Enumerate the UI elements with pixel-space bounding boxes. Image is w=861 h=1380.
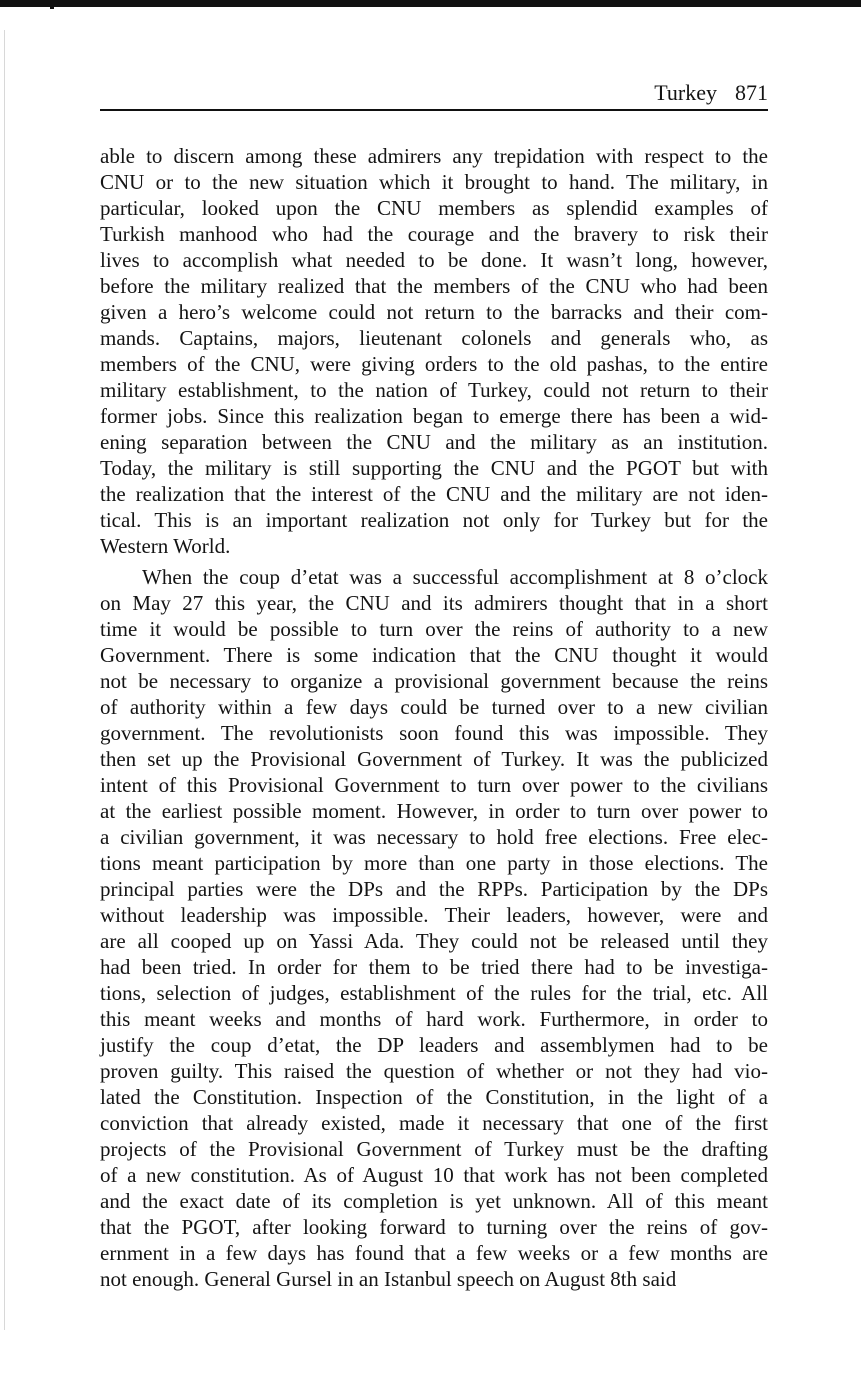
text-line: Western World. bbox=[100, 534, 231, 558]
text-line: and the exact date of its completion is yet unknown. All of this meant bbox=[100, 1189, 768, 1213]
text-line: ening separation between the CNU and the military as an institution. bbox=[100, 430, 768, 454]
text-line: members of the CNU, were giving orders to the old pashas, to the entire bbox=[100, 352, 768, 376]
running-head bbox=[100, 78, 768, 108]
text-line: that the PGOT, after looking forward to turning over the reins of gov- bbox=[100, 1215, 768, 1239]
text-line: military establishment, to the nation of Turkey, could not return to their bbox=[100, 378, 768, 402]
text-line: intent of this Provisional Government to turn over power to the civilians bbox=[100, 773, 768, 797]
text-line: are all cooped up on Yassi Ada. They could not be released until they bbox=[100, 929, 768, 953]
text-line: mands. Captains, majors, lieutenant colonels and generals who, as bbox=[100, 326, 768, 350]
text-line: time it would be possible to turn over the reins of authority to a new bbox=[100, 617, 768, 641]
text-line: not be necessary to organize a provisional government because the reins bbox=[100, 669, 768, 693]
text-line: able to discern among these admirers any trepidation with respect to the bbox=[100, 144, 768, 168]
text-line: projects of the Provisional Government of Turkey must be the drafting bbox=[100, 1137, 768, 1161]
text-line: justify the coup d’etat, the DP leaders and assemblymen had to be bbox=[100, 1033, 768, 1057]
text-line: lated the Constitution. Inspection of the Constitution, in the light of a bbox=[100, 1085, 768, 1109]
text-line: this meant weeks and months of hard work. Furthermore, in order to bbox=[100, 1007, 768, 1031]
text-line: particular, looked upon the CNU members as splendid examples of bbox=[100, 196, 768, 220]
text-line: Turkish manhood who had the courage and the bravery to risk their bbox=[100, 222, 768, 246]
text-line: tions, selection of judges, establishment of the rules for the trial, etc. All bbox=[100, 981, 768, 1005]
text-line: then set up the Provisional Government of Turkey. It was the publicized bbox=[100, 747, 768, 771]
text-line: the realization that the interest of the CNU and the military are not iden- bbox=[100, 482, 768, 506]
text-line: conviction that already existed, made it necessary that one of the first bbox=[100, 1111, 768, 1135]
text-line: of a new constitution. As of August 10 that work has not been completed bbox=[100, 1163, 768, 1187]
text-line: principal parties were the DPs and the RPPs. Participation by the DPs bbox=[100, 877, 768, 901]
body-text bbox=[100, 143, 768, 1292]
text-line: of authority within a few days could be turned over to a new civilian bbox=[100, 695, 768, 719]
text-line: Government. There is some indication that the CNU thought it would bbox=[100, 643, 768, 667]
running-head-title: Turkey bbox=[654, 80, 717, 105]
text-line: a civilian government, it was necessary to hold free elections. Free elec- bbox=[100, 825, 768, 849]
text-line: CNU or to the new situation which it brought to hand. The military, in bbox=[100, 170, 768, 194]
text-line: government. The revolutionists soon found this was impossible. They bbox=[100, 721, 768, 745]
text-line: tions meant participation by more than one party in those elections. The bbox=[100, 851, 768, 875]
text-line: former jobs. Since this realization began to emerge there has been a wid- bbox=[100, 404, 768, 428]
page-edge-line bbox=[4, 30, 5, 1330]
text-line: ernment in a few days has found that a few weeks or a few months are bbox=[100, 1241, 768, 1265]
header-rule bbox=[100, 109, 768, 111]
text-line: proven guilty. This raised the question of whether or not they had vio- bbox=[100, 1059, 768, 1083]
text-line: lives to accomplish what needed to be done. It wasn’t long, however, bbox=[100, 248, 768, 272]
paragraph bbox=[100, 143, 768, 559]
scan-border-mark bbox=[50, 0, 54, 9]
text-line: tical. This is an important realization not only for Turkey but for the bbox=[100, 508, 768, 532]
scan-border-top bbox=[0, 0, 861, 7]
text-line: without leadership was impossible. Their leaders, however, were and bbox=[100, 903, 768, 927]
text-line: not enough. General Gursel in an Istanbul speech on August 8th said bbox=[100, 1267, 677, 1291]
text-line: on May 27 this year, the CNU and its admirers thought that in a short bbox=[100, 591, 768, 615]
text-line: When the coup d’etat was a successful accomplishment at 8 o’clock bbox=[142, 565, 768, 589]
paragraph bbox=[100, 564, 768, 1292]
text-line: Today, the military is still supporting the CNU and the PGOT but with bbox=[100, 456, 768, 480]
text-line: before the military realized that the members of the CNU who had been bbox=[100, 274, 768, 298]
text-line: given a hero’s welcome could not return to the barracks and their com- bbox=[100, 300, 768, 324]
text-line: had been tried. In order for them to be tried there had to be investiga- bbox=[100, 955, 768, 979]
text-line: at the earliest possible moment. However, in order to turn over power to bbox=[100, 799, 768, 823]
page-number: 871 bbox=[735, 80, 768, 105]
